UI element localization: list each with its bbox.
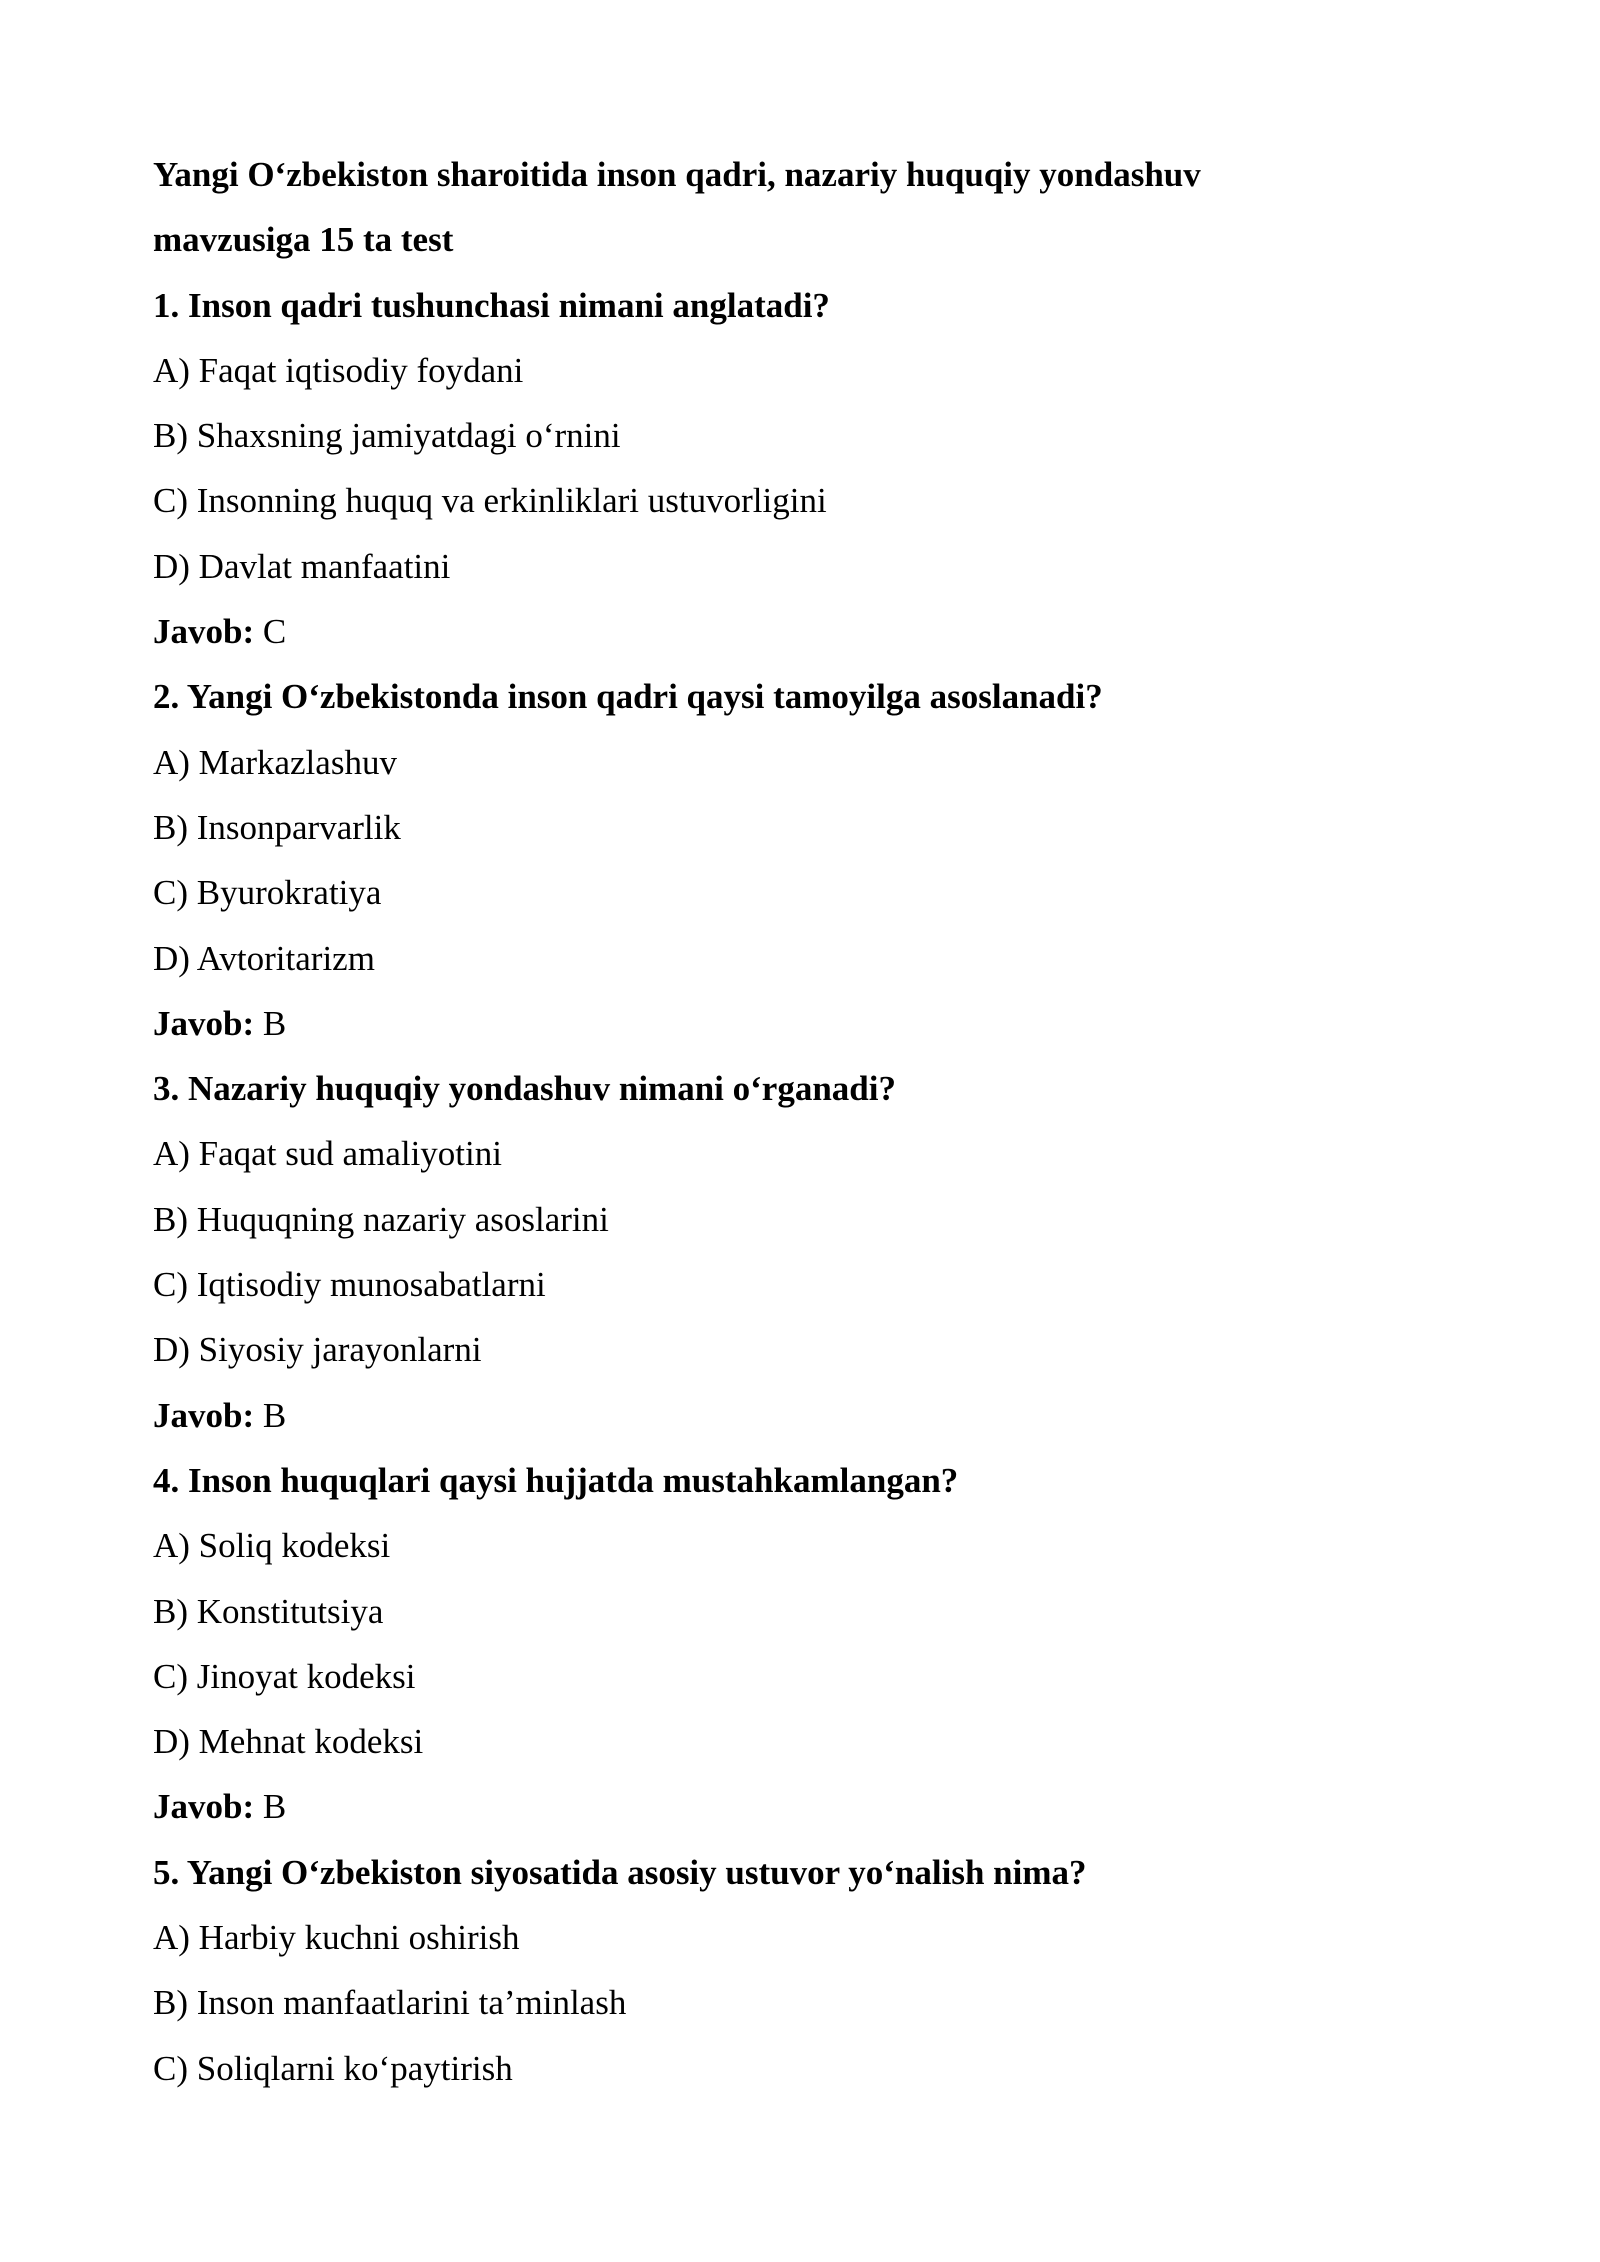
question-2-option-c: C) Byurokratiya [153, 873, 382, 913]
question-1-option-d: D) Davlat manfaatini [153, 546, 451, 586]
question-1-option-c: C) Insonning huquq va erkinliklari ustuvorligini [153, 481, 827, 521]
answer-value: C [262, 612, 287, 652]
question-5-option-b: B) Inson manfaatlarini ta’minlash [153, 1983, 627, 2023]
answer-value: B [262, 1787, 287, 1827]
answer-label: Javob: [153, 1395, 255, 1435]
question-2: 2. Yangi O‘zbekistonda inson qadri qaysi tamoyilga asoslanadi? [153, 677, 1103, 717]
answer-label: Javob: [153, 1003, 255, 1043]
question-3-option-c: C) Iqtisodiy munosabatlarni [153, 1265, 546, 1305]
question-1-option-b: B) Shaxsning jamiyatdagi o‘rnini [153, 416, 621, 456]
question-5-option-c: C) Soliqlarni ko‘paytirish [153, 2048, 513, 2088]
question-4-option-b: B) Konstitutsiya [153, 1591, 384, 1631]
question-2-option-d: D) Avtoritarizm [153, 938, 375, 978]
question-5-option-a: A) Harbiy kuchni oshirish [153, 1918, 520, 1958]
question-1: 1. Inson qadri tushunchasi nimani anglatadi? [153, 285, 830, 325]
question-2-option-a: A) Markazlashuv [153, 742, 397, 782]
question-3-answer [153, 1393, 1453, 1458]
question-3-option-a: A) Faqat sud amaliyotini [153, 1134, 502, 1174]
answer-value: B [262, 1003, 287, 1043]
document-page [153, 152, 1453, 2111]
question-4-answer [153, 1784, 1453, 1849]
document-title-line-2: mavzusiga 15 ta test [153, 220, 454, 260]
question-4: 4. Inson huquqlari qaysi hujjatda mustahkamlangan? [153, 1460, 959, 1500]
answer-label: Javob: [153, 612, 255, 652]
question-1-option-a: A) Faqat iqtisodiy foydani [153, 350, 524, 390]
question-4-option-a: A) Soliq kodeksi [153, 1526, 391, 1566]
question-2-answer [153, 1001, 1453, 1066]
answer-label: Javob: [153, 1787, 255, 1827]
question-5: 5. Yangi O‘zbekiston siyosatida asosiy ustuvor yo‘nalish nima? [153, 1852, 1087, 1892]
question-4-option-d: D) Mehnat kodeksi [153, 1722, 424, 1762]
question-3-option-b: B) Huquqning nazariy asoslarini [153, 1199, 609, 1239]
question-3: 3. Nazariy huquqiy yondashuv nimani o‘rganadi? [153, 1069, 896, 1109]
document-title-line-1: Yangi O‘zbekiston sharoitida inson qadri, nazariy huquqiy yondashuv [153, 155, 1201, 194]
question-4-option-c: C) Jinoyat kodeksi [153, 1656, 416, 1696]
question-1-answer [153, 609, 1453, 674]
question-2-option-b: B) Insonparvarlik [153, 807, 401, 847]
question-3-option-d: D) Siyosiy jarayonlarni [153, 1330, 482, 1370]
answer-value: B [262, 1395, 287, 1435]
